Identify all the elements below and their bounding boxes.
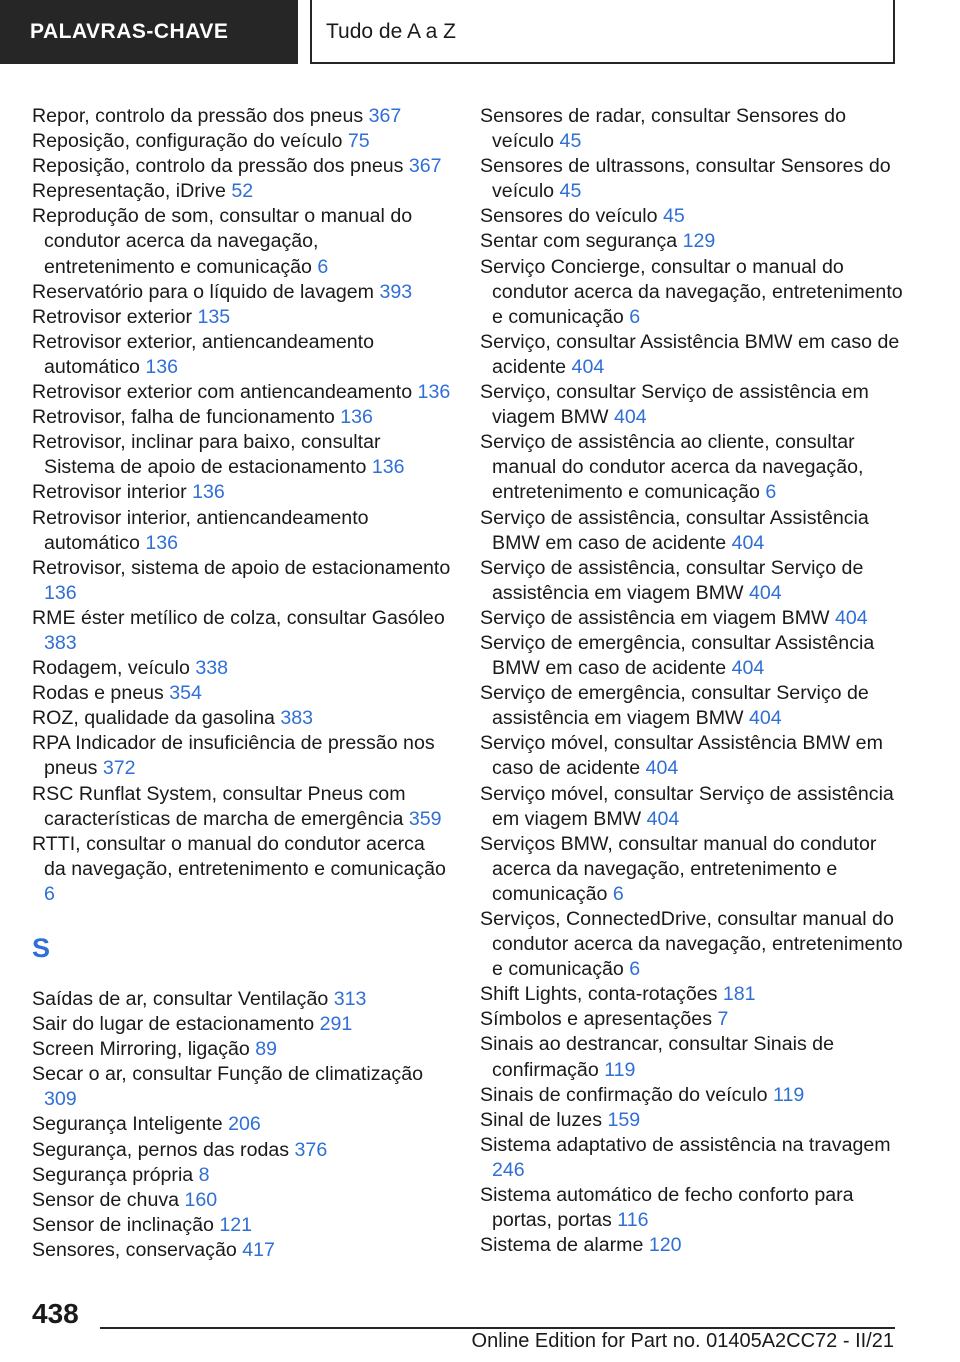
index-entry: [32, 380, 452, 405]
index-term: Serviço de emergência, consultar Serviço de assistência em viagem BMW: [480, 682, 869, 730]
index-column-left: [32, 104, 452, 1263]
index-term: Repor, controlo da pressão dos pneus: [32, 105, 364, 127]
page-link[interactable]: 45: [559, 130, 582, 153]
page-link[interactable]: 404: [645, 757, 679, 780]
index-entry: [32, 656, 452, 681]
page-link[interactable]: 383: [280, 707, 314, 730]
index-term: Sinais ao destrancar, consultar Sinais de confirmação: [480, 1033, 834, 1081]
index-term: Retrovisor exterior com antiencandeamento: [32, 381, 413, 404]
index-term: Serviço, consultar Assistência BMW em caso de acidente: [480, 330, 900, 378]
index-entry: [480, 1032, 910, 1082]
index-entry: [480, 1108, 910, 1133]
index-entry: [480, 154, 910, 204]
index-entry: [480, 380, 910, 430]
page-link[interactable]: 376: [294, 1138, 328, 1161]
header-subtitle: Tudo de A a Z: [326, 20, 456, 43]
page-link[interactable]: 206: [228, 1113, 261, 1136]
index-entry: [32, 154, 452, 179]
page-link[interactable]: 417: [242, 1238, 275, 1261]
index-term: Shift Lights, conta-rotações: [480, 983, 718, 1006]
index-term: Símbolos e apresentações: [480, 1008, 712, 1031]
page-link[interactable]: 135: [197, 305, 231, 328]
index-term: Screen Mirroring, ligação: [32, 1038, 250, 1061]
index-entry: [480, 631, 910, 681]
index-term: Segurança Inteligente: [32, 1113, 223, 1136]
index-term: Serviços BMW, consultar manual do condutor acerca da navegação, entretenimento e comunicação: [480, 832, 877, 905]
index-entry: [480, 204, 910, 229]
index-term: Serviço móvel, consultar Serviço de assistência em viagem BMW: [480, 782, 894, 830]
index-entry: [32, 706, 452, 731]
page-link[interactable]: 89: [255, 1038, 278, 1061]
index-term: Sensor de chuva: [32, 1188, 180, 1211]
index-entry: [480, 1007, 910, 1032]
index-term: Reposição, controlo da pressão dos pneus: [32, 155, 404, 178]
page-link[interactable]: 6: [765, 481, 777, 504]
index-term: Reprodução de som, consultar o manual do condutor acerca da navegação, entretenimento e comunicação: [32, 205, 413, 278]
page-link[interactable]: 393: [379, 280, 413, 303]
page-link[interactable]: 160: [184, 1188, 218, 1211]
index-term: Sair do lugar de estacionamento: [32, 1013, 315, 1036]
page-link[interactable]: 372: [102, 757, 136, 780]
index-term: Serviço de emergência, consultar Assistência BMW em caso de acidente: [480, 631, 875, 680]
index-term: Sinais de confirmação do veículo: [480, 1083, 768, 1106]
index-term: Sensor de inclinação: [32, 1213, 214, 1236]
index-term: Serviço Concierge, consultar o manual do condutor acerca da navegação, entretenimento e comunicação: [480, 255, 903, 328]
index-entry: [32, 731, 452, 781]
page-link[interactable]: 52: [231, 180, 254, 203]
page-link[interactable]: 181: [722, 983, 756, 1006]
index-term: Sensores, conservação: [32, 1238, 237, 1261]
index-entry: [480, 1133, 910, 1183]
index-term: Representação, iDrive: [32, 180, 226, 203]
index-term: Reposição, configuração do veículo: [32, 130, 343, 153]
index-entry: [32, 1012, 452, 1037]
index-term: Sinal de luzes: [480, 1108, 602, 1131]
page-link[interactable]: 6: [629, 305, 641, 328]
index-term: Rodagem, veículo: [32, 657, 190, 680]
footer-rule: [100, 1327, 895, 1329]
page-link[interactable]: 136: [340, 406, 373, 429]
index-term: Reservatório para o líquido de lavagem: [32, 280, 375, 303]
index-entry: [32, 832, 452, 907]
index-entry: [32, 987, 452, 1012]
page-link[interactable]: 136: [192, 481, 225, 504]
page-number: 438: [32, 1298, 79, 1329]
index-entry: [32, 204, 452, 279]
index-term: Sentar com segurança: [480, 230, 678, 253]
page-link[interactable]: 116: [617, 1209, 649, 1232]
index-term: Serviço de assistência, consultar Serviço de assistência em viagem BMW: [480, 556, 864, 604]
page-link[interactable]: 45: [663, 205, 685, 228]
index-entry: [480, 681, 910, 731]
index-entry: [480, 1083, 910, 1108]
index-entry: [480, 606, 910, 631]
index-term: Serviço de assistência em viagem BMW: [480, 606, 830, 629]
index-term: RSC Runflat System, consultar Pneus com características de marcha de emergência: [32, 782, 406, 830]
section-title: PALAVRAS-CHAVE: [30, 20, 229, 43]
index-entry: [32, 104, 452, 129]
page-link[interactable]: 6: [612, 882, 624, 905]
index-entry: [32, 330, 452, 380]
page-link[interactable]: 404: [613, 406, 647, 429]
index-list-s: [32, 987, 452, 1263]
page-link[interactable]: 7: [717, 1008, 729, 1031]
page-link[interactable]: 404: [646, 807, 680, 830]
page-link[interactable]: 136: [145, 355, 179, 378]
index-entry: [32, 782, 452, 832]
index-entry: [480, 556, 910, 606]
index-list-r: [32, 104, 452, 907]
index-term: Rodas e pneus: [32, 682, 164, 705]
index-entry: [480, 731, 910, 781]
index-term: Secar o ar, consultar Função de climatização: [32, 1063, 423, 1086]
index-term: Segurança, pernos das rodas: [32, 1138, 290, 1161]
page-link[interactable]: 6: [317, 255, 329, 278]
index-entry: [32, 480, 452, 505]
page-link[interactable]: 75: [347, 130, 370, 153]
index-entry: [32, 1062, 452, 1112]
index-entry: [32, 280, 452, 305]
page-link[interactable]: 8: [198, 1163, 210, 1186]
index-entry: [480, 430, 910, 505]
index-entry: [32, 1163, 452, 1188]
index-term: Retrovisor, falha de funcionamento: [32, 406, 335, 429]
page-link[interactable]: 291: [319, 1013, 353, 1036]
index-entry: [32, 1037, 452, 1062]
page-link[interactable]: 136: [417, 381, 451, 404]
index-term: Sistema adaptativo de assistência na travagem: [480, 1133, 891, 1156]
index-term: Sensores do veículo: [480, 205, 658, 228]
page-link[interactable]: 404: [748, 707, 782, 730]
index-entry: [32, 179, 452, 204]
index-term: RME éster metílico de colza, consultar Gasóleo: [32, 606, 445, 629]
index-entry: [480, 255, 910, 330]
page-link[interactable]: 404: [571, 355, 605, 378]
page-link[interactable]: 6: [44, 882, 55, 905]
index-entry: [480, 506, 910, 556]
index-entry: [480, 907, 910, 982]
index-term: Serviço de assistência, consultar Assistência BMW em caso de acidente: [480, 506, 869, 554]
index-entry: [480, 782, 910, 832]
header-subtitle-box: [312, 0, 895, 64]
page-link[interactable]: 383: [44, 631, 77, 654]
index-entry: [32, 681, 452, 706]
index-entry: [480, 832, 910, 907]
page-link[interactable]: 313: [333, 988, 367, 1010]
index-term: Retrovisor interior: [32, 481, 187, 504]
page-link[interactable]: 129: [682, 230, 716, 253]
section-letter: S: [32, 933, 51, 963]
index-term: Retrovisor exterior: [32, 305, 193, 328]
index-term: Sensores de ultrassons, consultar Sensores do veículo: [480, 155, 891, 203]
page-link[interactable]: 120: [648, 1234, 682, 1257]
page-link[interactable]: 404: [731, 657, 765, 680]
page-link[interactable]: 367: [368, 105, 402, 127]
index-term: Serviço de assistência ao cliente, consultar manual do condutor acerca da navegação, entretenimento e comunicação: [480, 431, 864, 504]
index-entry: [32, 1188, 452, 1213]
page-link[interactable]: 246: [492, 1158, 525, 1181]
page-link[interactable]: 309: [44, 1088, 77, 1111]
index-term: Retrovisor exterior, antiencandeamento automático: [32, 330, 374, 378]
page-link[interactable]: 354: [169, 682, 202, 705]
page-link[interactable]: 159: [607, 1108, 641, 1131]
page-link[interactable]: 119: [604, 1058, 636, 1081]
index-entry: [480, 982, 910, 1007]
index-term: RTTI, consultar o manual do condutor acerca da navegação, entretenimento e comunicação: [32, 832, 446, 880]
page-link[interactable]: 359: [408, 807, 442, 830]
index-term: Retrovisor, inclinar para baixo, consultar Sistema de apoio de estacionamento: [32, 431, 381, 479]
page-link[interactable]: 404: [748, 581, 782, 604]
page-link[interactable]: 404: [731, 531, 765, 554]
index-entry: [32, 1238, 452, 1263]
page-link[interactable]: 121: [219, 1213, 253, 1236]
index-term: Saídas de ar, consultar Ventilação: [32, 988, 329, 1010]
index-entry: [32, 1138, 452, 1163]
index-list-s-continued: [480, 104, 910, 1258]
index-entry: [480, 1233, 910, 1258]
index-entry: [480, 330, 910, 380]
index-term: Sensores de radar, consultar Sensores do veículo: [480, 105, 846, 153]
index-entry: [32, 556, 452, 606]
index-term: Retrovisor, sistema de apoio de estacionamento: [32, 556, 451, 579]
index-column-right: [480, 104, 910, 1258]
page-link[interactable]: 404: [835, 606, 868, 629]
index-entry: [32, 305, 452, 330]
index-entry: [32, 606, 452, 656]
index-entry: [32, 405, 452, 430]
page-link[interactable]: 136: [145, 531, 179, 554]
page-link[interactable]: 45: [559, 180, 582, 203]
index-entry: [480, 104, 910, 154]
index-term: Serviços, ConnectedDrive, consultar manual do condutor acerca da navegação, entretenimento e comunicação: [480, 908, 903, 981]
index-entry: [480, 229, 910, 254]
index-term: RPA Indicador de insuficiência de pressão nos pneus: [32, 732, 435, 780]
index-entry: [32, 129, 452, 154]
page-link[interactable]: 119: [773, 1083, 805, 1106]
page-link[interactable]: 6: [629, 958, 641, 981]
index-entry: [480, 1183, 910, 1233]
index-term: ROZ, qualidade da gasolina: [32, 707, 275, 730]
index-term: Sistema de alarme: [480, 1234, 644, 1257]
footer-edition: Online Edition for Part no. 01405A2CC72 - II/21: [471, 1330, 894, 1352]
page-link[interactable]: 338: [195, 657, 229, 680]
section-tab: [0, 0, 298, 64]
index-term: Serviço móvel, consultar Assistência BMW em caso de acidente: [480, 732, 883, 780]
page-link[interactable]: 136: [371, 456, 405, 479]
index-entry: [32, 506, 452, 556]
index-term: Retrovisor interior, antiencandeamento automático: [32, 506, 369, 554]
index-entry: [32, 430, 452, 480]
page-link[interactable]: 367: [408, 155, 442, 178]
page-link[interactable]: 136: [44, 581, 77, 604]
index-entry: [32, 1112, 452, 1137]
index-term: Sistema automático de fecho conforto para portas, portas: [480, 1184, 854, 1232]
index-term: Segurança própria: [32, 1163, 194, 1186]
index-term: Serviço, consultar Serviço de assistência em viagem BMW: [480, 381, 869, 429]
index-entry: [32, 1213, 452, 1238]
